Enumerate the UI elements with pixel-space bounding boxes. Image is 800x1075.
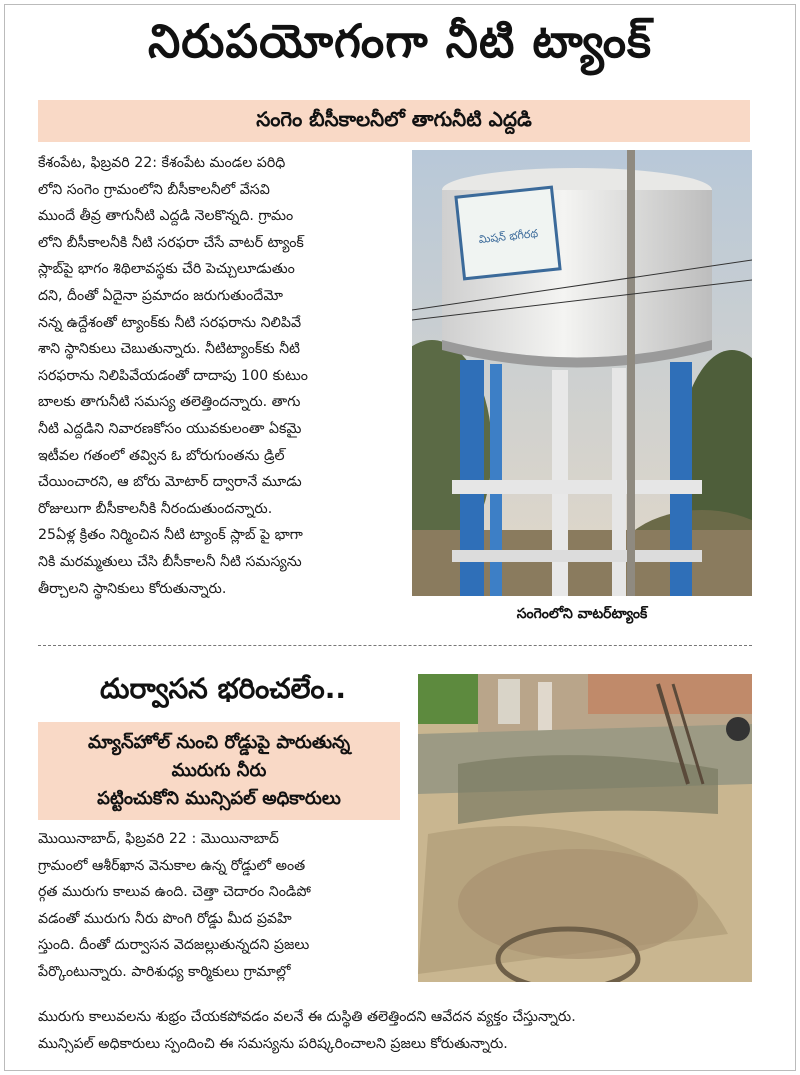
article2-line: పేర్కొంటున్నారు. పారిశుధ్య కార్మికులు గ్రామాల్లో — [38, 963, 291, 980]
article1-line: తీర్చాలని స్థానికులు కోరుతున్నారు. — [38, 580, 227, 597]
photo1-caption: సంగెంలోని వాటర్‌ట్యాంక్ — [516, 606, 648, 622]
article1-line: కేశంపేట, ఫిబ్రవరి 22: కేశంపేట మండల పరిధి — [38, 155, 286, 171]
article1-line: చేయించారని, ఆ బోరు మోటార్ ద్వారానే మూడు — [38, 474, 302, 491]
article2-body — [38, 826, 410, 986]
article2-deck-line: మురుగు నీరు — [171, 760, 267, 781]
article2-line: వడంతో మురుగు నీరు పొంగి రోడ్డు మీద ప్రవహి — [38, 910, 292, 927]
main-headline: నిరుపయోగంగా నీటి ట్యాంక్ — [147, 14, 653, 68]
article2-tail-line: మురుగు కాలువలను శుభ్రం చేయకపోవడం వలనే ఈ దుస్థితి తలెత్తిందని ఆవేదన వ్యక్తం చేస్తున్నారు. — [38, 1009, 576, 1025]
article1-line: నీటి ఎద్దడిని నివారణకోసం యువకులంతా ఏకమై — [38, 420, 302, 437]
article1-line: రోజులుగా బీసీకాలనీకి నీరందుతుందన్నారు. — [38, 500, 273, 517]
article1-line: సరఫరాను నిలిపివేయడంతో దాదాపు 100 కుటుం — [38, 367, 309, 384]
article2-line: మొయినాబాద్, ఫిబ్రవరి 22 : మొయినాబాద్ — [38, 831, 279, 847]
article1-line: నికి మరమ్మతులు చేసి బీసీకాలనీ నీటి సమస్యను — [38, 553, 302, 570]
article2-line: ర్గత మురుగు కాలువ ఉంది. చెత్తా చెదారం నిండిపో — [38, 884, 311, 901]
article1-line: ముందే తీవ్ర తాగునీటి ఎద్దడి నెలకొన్నది. గ్రామం — [38, 208, 294, 225]
subheadline: సంగెం బీసీకాలనీలో తాగునీటి ఎద్దడి — [256, 106, 532, 131]
article1-line: స్లాబ్‌పై భాగం శిథిలావస్థకు చేరి పెచ్చులూడుతుం — [38, 261, 295, 278]
article1-line: లోని బీసీకాలనీకి నీటి సరఫరా చేసే వాటర్ ట్యాంక్ — [38, 234, 304, 251]
article2-deck-line: పట్టించుకోని మున్సిపల్ అధికారులు — [97, 788, 341, 809]
section-divider — [38, 645, 752, 646]
article1-line: బాలకు తాగునీటి సమస్య తలెత్తిందన్నారు. తాగు — [38, 394, 301, 411]
article1-line: ఇటీవల గతంలో తవ్విన ఓ బోరుగుంతను డ్రిల్ — [38, 447, 285, 464]
tank-sign-text: మిషన్ భగీరథ — [478, 226, 539, 247]
article1-line: దని, దీంతో ఏదైనా ప్రమాదం జరుగుతుందేమో — [38, 287, 283, 304]
article2-tail — [38, 1004, 752, 1057]
article2-deck-line: మ్యాన్‌హోల్ నుంచి రోడ్డుపై పారుతున్న — [87, 732, 351, 753]
article2-tail-line: మున్సిపల్ అధికారులు స్పందించి ఈ సమస్యను పరిష్కరించాలని ప్రజలు కోరుతున్నారు. — [38, 1035, 508, 1052]
article1-body — [38, 150, 404, 602]
article1-line: లోని సంగెం గ్రామంలోని బీసీకాలనీలో వేసవి — [38, 181, 270, 198]
water-tank-photo — [412, 150, 752, 596]
article2-headline: దుర్వాసన భరించలేం.. — [100, 672, 346, 705]
article1-line: శాని స్థానికులు చెబుతున్నారు. నీటిట్యాంక్‌కు నీటి — [38, 341, 300, 358]
article2-deck-band — [38, 722, 400, 820]
article1-line: నన్న ఉద్దేశంతో ట్యాంక్‌కు నీటి సరఫరాను నిలిపివే — [38, 314, 302, 331]
subheadline-band — [38, 100, 750, 142]
article2-line: స్తుంది. దీంతో దుర్వాసన వెదజల్లుతున్నదని ప్రజలు — [38, 937, 310, 954]
sewage-road-photo — [418, 674, 752, 982]
article2-line: గ్రామంలో ఆశీర్‌ఖాన వెనుకాల ఉన్న రోడ్డులో అంత — [38, 857, 306, 874]
article1-line: 25ఏళ్ల క్రితం నిర్మించిన నీటి ట్యాంక్ స్లాబ్ పై భాగా — [38, 527, 303, 544]
